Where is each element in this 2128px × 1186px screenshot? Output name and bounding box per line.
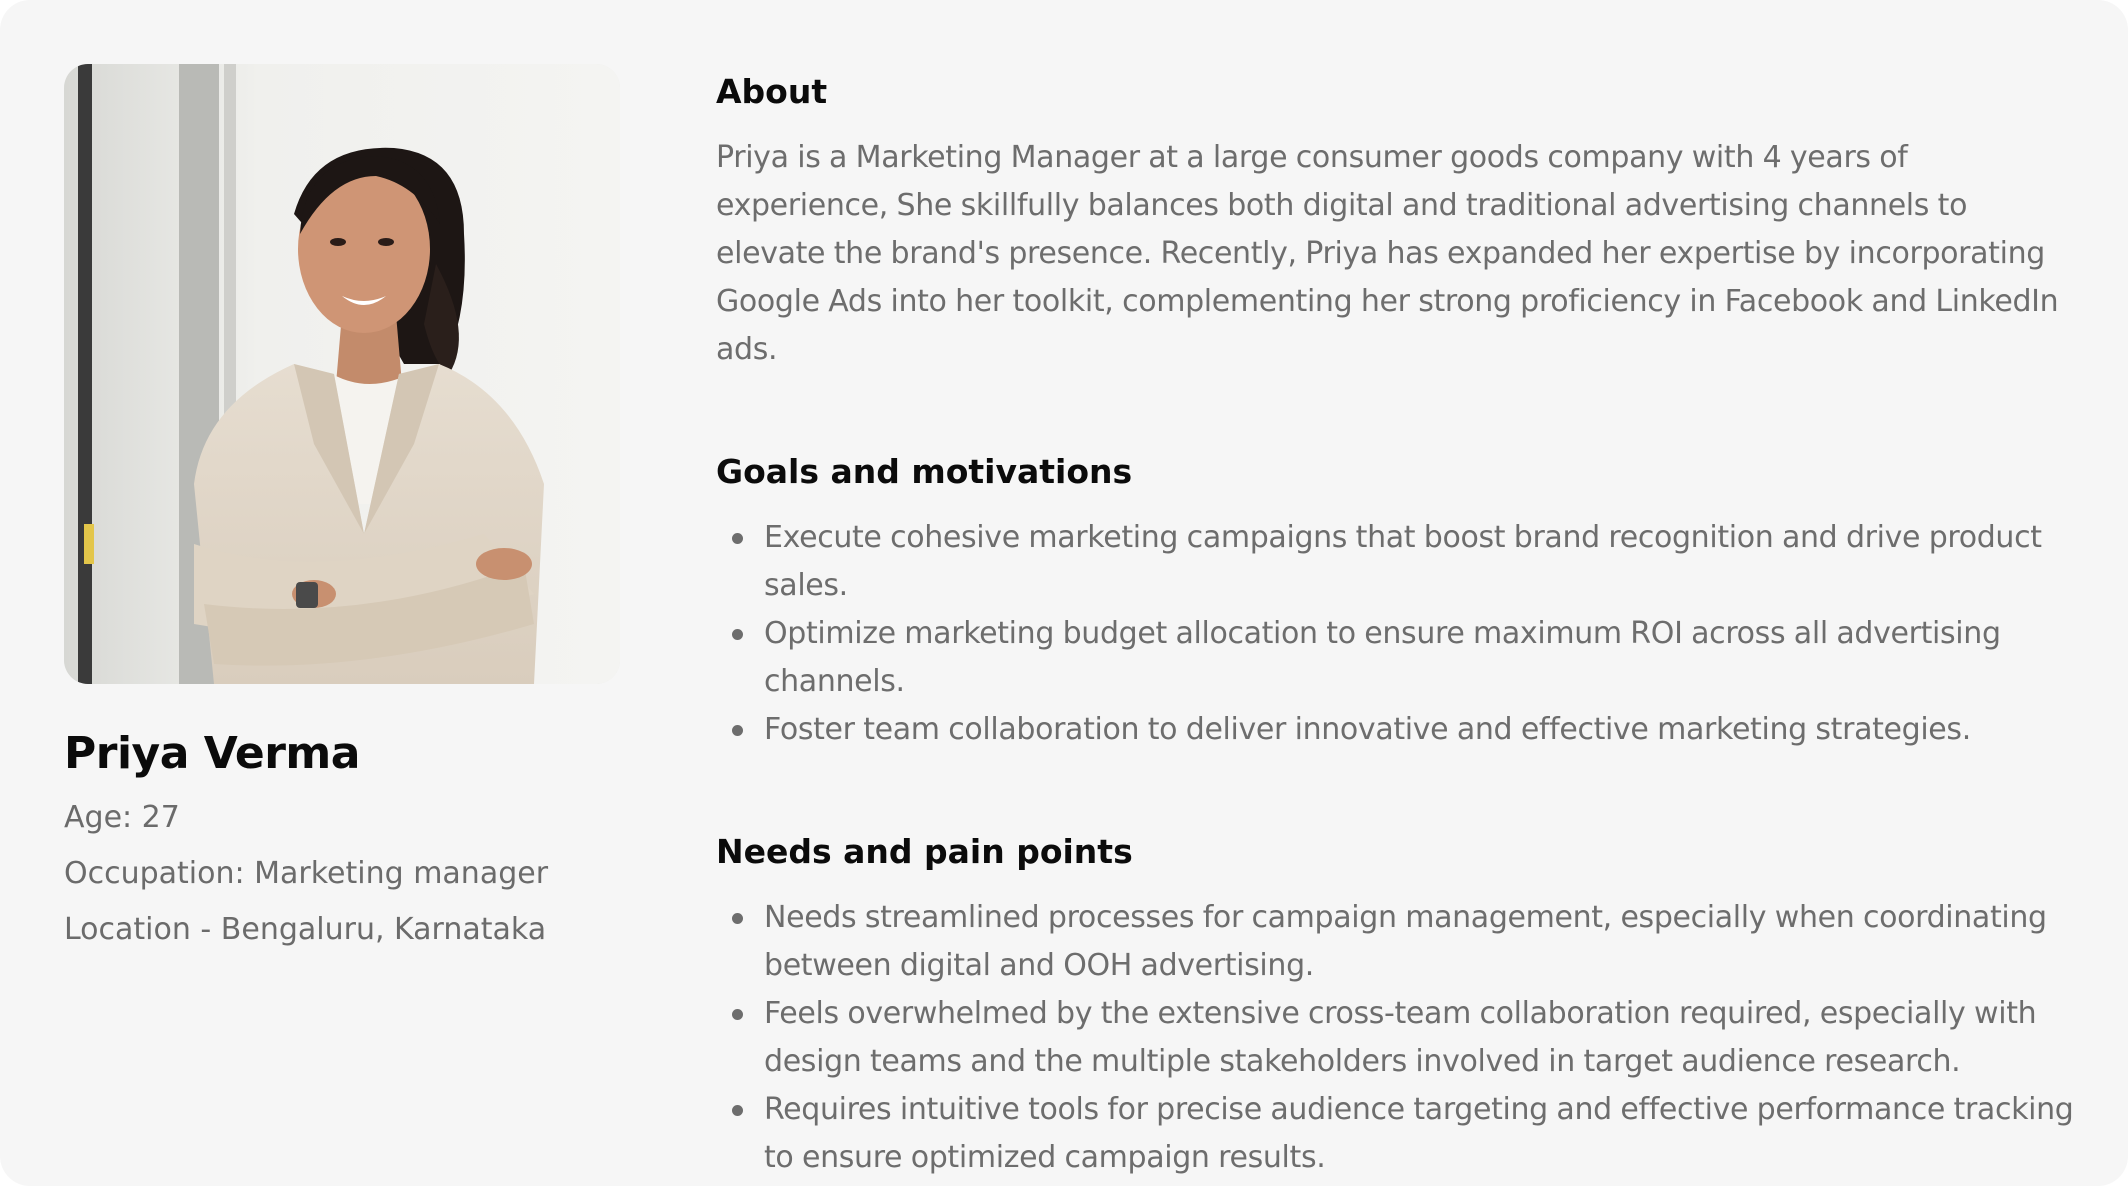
details-column bbox=[716, 68, 2076, 1182]
profile-photo bbox=[64, 64, 620, 684]
goal-text: Foster team collaboration to deliver innovative and effective marketing strategies. bbox=[764, 712, 1971, 747]
list-item bbox=[716, 990, 2076, 1086]
need-text: Feels overwhelmed by the extensive cross-team collaboration required, especially with design teams and the multiple stakeholders involved in target audience research. bbox=[764, 996, 2037, 1079]
list-item bbox=[716, 894, 2076, 990]
bullet-icon bbox=[732, 1009, 743, 1020]
goal-text: Execute cohesive marketing campaigns that boost brand recognition and drive product sales. bbox=[764, 520, 2042, 603]
goals-heading: Goals and motivations bbox=[716, 452, 1133, 491]
needs-section bbox=[716, 828, 2076, 1182]
profile-photo-illustration bbox=[64, 64, 620, 684]
about-heading: About bbox=[716, 72, 828, 111]
bullet-icon bbox=[732, 725, 743, 736]
persona-occupation: Occupation: Marketing manager bbox=[64, 856, 549, 891]
list-item bbox=[716, 610, 2076, 706]
about-text: Priya is a Marketing Manager at a large consumer goods company with 4 years of experience, She skillfully balances both digital and traditional advertising channels to elevate the brand's presence. Recently, Priya has expanded her expertise by incorporating Google Ads into her toolkit, complementing her strong proficiency in Facebook and LinkedIn ads. bbox=[716, 140, 2059, 367]
profile-column bbox=[64, 64, 620, 950]
list-item bbox=[716, 514, 2076, 610]
bullet-icon bbox=[732, 913, 743, 924]
bullet-icon bbox=[732, 533, 743, 544]
goal-text: Optimize marketing budget allocation to ensure maximum ROI across all advertising channels. bbox=[764, 616, 2001, 699]
list-item bbox=[716, 706, 2076, 754]
goals-section bbox=[716, 448, 2076, 754]
persona-name: Priya Verma bbox=[64, 728, 360, 779]
needs-list bbox=[716, 894, 2076, 1182]
bullet-icon bbox=[732, 629, 743, 640]
need-text: Needs streamlined processes for campaign management, especially when coordinating between digital and OOH advertising. bbox=[764, 900, 2047, 983]
persona-age: Age: 27 bbox=[64, 800, 180, 835]
needs-heading: Needs and pain points bbox=[716, 832, 1133, 871]
list-item bbox=[716, 1086, 2076, 1182]
about-section bbox=[716, 68, 2076, 374]
need-text: Requires intuitive tools for precise audience targeting and effective performance tracking to ensure optimized campaign results. bbox=[764, 1092, 2074, 1175]
bullet-icon bbox=[732, 1105, 743, 1116]
goals-list bbox=[716, 514, 2076, 754]
persona-location: Location - Bengaluru, Karnataka bbox=[64, 912, 547, 947]
